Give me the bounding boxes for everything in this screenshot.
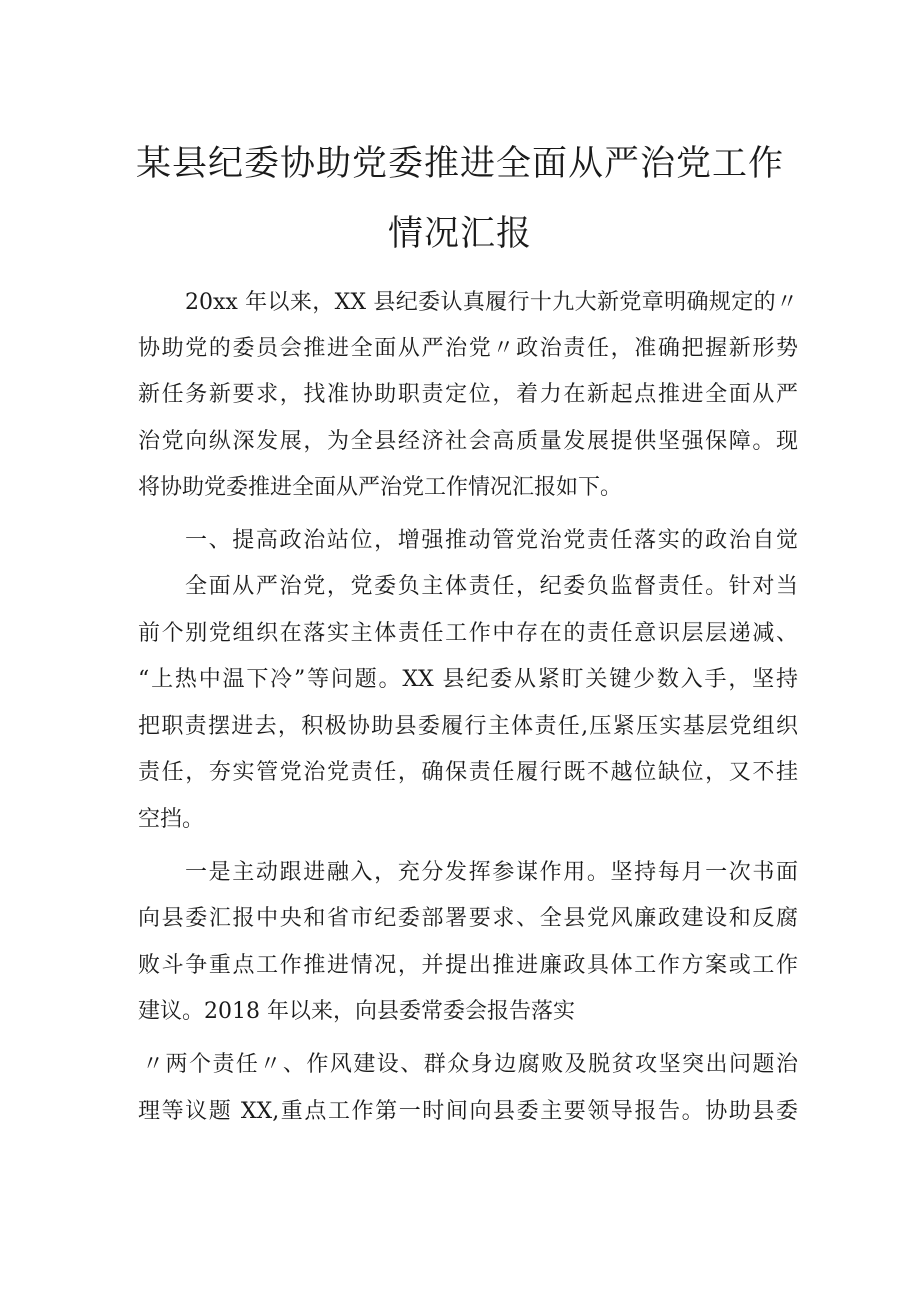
text-line: 理等议题 XX,重点工作第一时间向县委主要领导报告。协助县委 <box>138 1099 798 1124</box>
text-line: 败斗争重点工作推进情况，并提出推进廉政具体工作方案或工作 <box>138 953 798 978</box>
text-line: 治党向纵深发展，为全县经济社会高质量发展提供坚强保障。现 <box>138 429 798 454</box>
text-line: 全面从严治党，党委负主体责任，纪委负监督责任。针对当 <box>185 574 798 599</box>
text-line: 一、提高政治站位，增强推动管党治党责任落实的政治自觉 <box>185 528 798 553</box>
text-line: 把职责摆进去，积极协助县委履行主体责任,压紧压实基层党组织 <box>138 714 798 739</box>
text-line: 20xx 年以来，XX 县纪委认真履行十九大新党章明确规定的〃 <box>185 290 798 315</box>
text-line: 协助党的委员会推进全面从严治党〃政治责任，准确把握新形势 <box>138 336 798 361</box>
text-line: 将协助党委推进全面从严治党工作情况汇报如下。 <box>138 475 623 500</box>
text-line: 建议。2018 年以来，向县委常委会报告落实 <box>138 999 575 1024</box>
text-line: 新任务新要求，找准协助职责定位，着力在新起点推进全面从严 <box>138 382 798 407</box>
text-line: 向县委汇报中央和省市纪委部署要求、全县党风廉政建设和反腐 <box>138 906 798 931</box>
text-line: 责任，夯实管党治党责任，确保责任履行既不越位缺位，又不挂 <box>138 760 798 785</box>
text-line: 〃两个责任〃、作风建设、群众身边腐败及脱贫攻坚突出问题治 <box>142 1052 798 1077</box>
document-title-line-2: 情况汇报 <box>387 214 532 254</box>
text-line: 空挡。 <box>138 807 205 832</box>
text-line: “上热中温下冷”等问题。XX 县纪委从紧盯关键少数入手，坚持 <box>138 667 798 692</box>
text-line: 一是主动跟进融入，充分发挥参谋作用。坚持每月一次书面 <box>185 860 798 885</box>
text-line: 前个别党组织在落实主体责任工作中存在的责任意识层层递减、 <box>138 621 798 646</box>
document-title-line-1: 某县纪委协助党委推进全面从严治党工作 <box>135 144 784 184</box>
